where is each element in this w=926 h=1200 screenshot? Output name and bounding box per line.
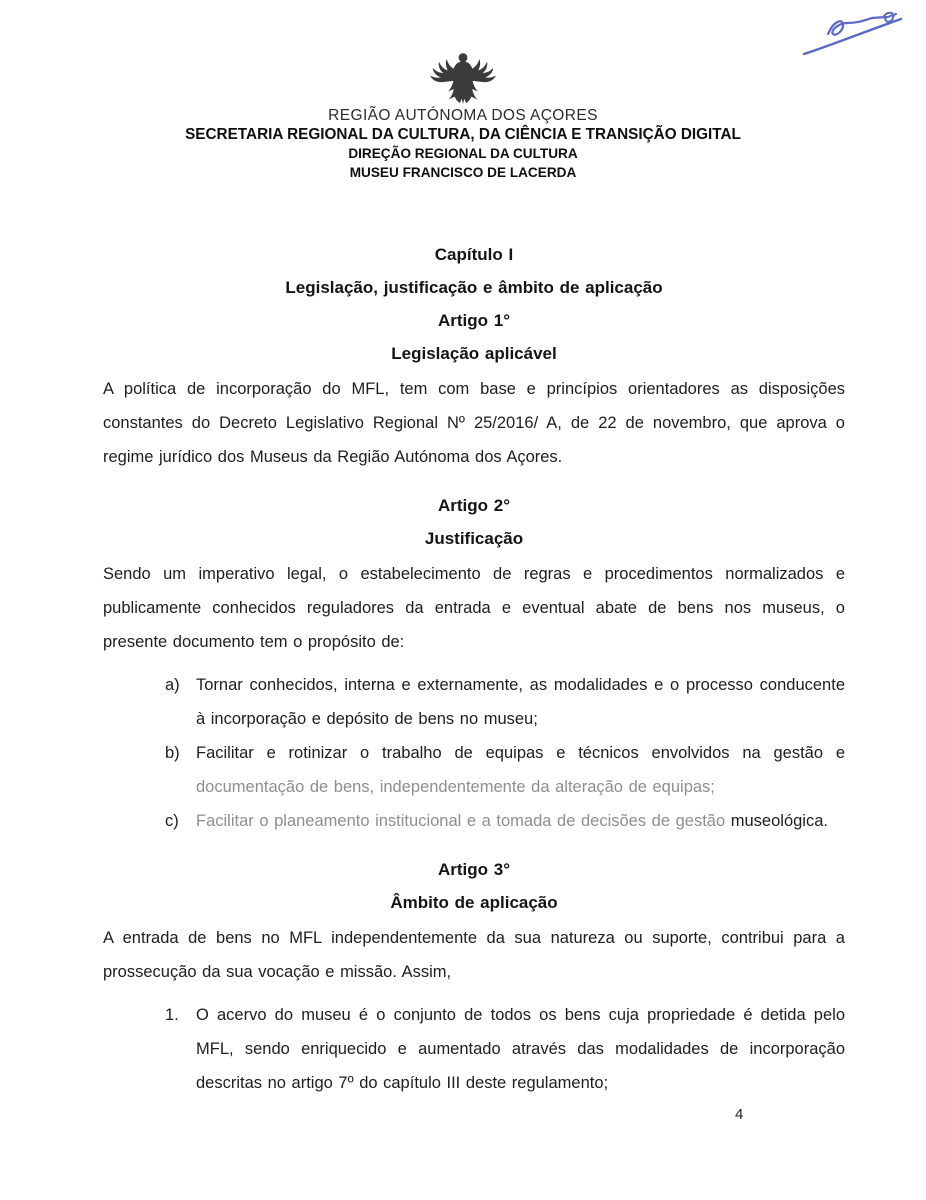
list-marker: 1.: [165, 1006, 179, 1024]
header-secretaria-name: SECRETARIA REGIONAL DA CULTURA, DA CIÊNCIA E TRANSIÇÃO DIGITAL: [185, 126, 741, 143]
article2-subtitle: Justificação: [424, 529, 524, 548]
list-item-text: Facilitar o planeamento institucional e a tomada de decisões de gestão museológica.: [196, 812, 828, 830]
document-body: [103, 238, 845, 1100]
article2-title: Artigo 2°: [437, 496, 511, 515]
signature-scribble-icon: [798, 10, 908, 64]
article3-numbered-list: [165, 998, 845, 1100]
list-item-b: [165, 736, 845, 804]
page-number: 4: [735, 1106, 744, 1123]
article1-paragraph: A política de incorporação do MFL, tem com base e princípios orientadores as disposições constantes do Decreto Legislativo Regional Nº 25/2016/ A, de 22 de novembro, que aprova o regime jurídico dos Museus da Região Autónoma dos Açores.: [103, 380, 845, 466]
header-museum-name: MUSEU FRANCISCO DE LACERDA: [349, 165, 577, 180]
list-marker: b): [165, 744, 180, 762]
list-item-text: O acervo do museu é o conjunto de todos os bens cuja propriedade é detida pelo MFL, sendo enriquecido e aumentado através das modalidades de incorporação descritas no artigo 7º do capítulo III deste regulamento;: [196, 1006, 845, 1092]
article1-title: Artigo 1°: [437, 311, 511, 330]
header-region-name: REGIÃO AUTÓNOMA DOS AÇORES: [328, 107, 598, 124]
list-item-text: Tornar conhecidos, interna e externamente, as modalidades e o processo conducente à incorporação e depósito de bens no museu;: [196, 676, 845, 728]
list-marker: a): [165, 676, 180, 694]
header-direcao-name: DIREÇÃO REGIONAL DA CULTURA: [348, 146, 578, 161]
list-item-c: [165, 804, 845, 838]
list-item-text: Facilitar e rotinizar o trabalho de equipas e técnicos envolvidos na gestão e documentação de bens, independentemente da alteração de equipas;: [196, 744, 845, 796]
article3-title: Artigo 3°: [437, 860, 511, 879]
article3-paragraph: A entrada de bens no MFL independentemente da sua natureza ou suporte, contribui para a prossecução da sua vocação e missão. Assim,: [103, 929, 845, 981]
document-header: [0, 0, 926, 182]
chapter-subtitle: Legislação, justificação e âmbito de aplicação: [285, 278, 663, 297]
chapter-title: Capítulo I: [434, 245, 514, 264]
article2-lettered-list: [165, 668, 845, 838]
list-marker: c): [165, 812, 179, 830]
article1-subtitle: Legislação aplicável: [391, 344, 557, 363]
azores-goshawk-emblem-icon: [422, 48, 504, 104]
list-item-a: [165, 668, 845, 736]
article2-paragraph: Sendo um imperativo legal, o estabelecimento de regras e procedimentos normalizados e publicamente conhecidos reguladores da entrada e eventual abate de bens nos museus, o presente documento tem o propósito de:: [103, 565, 845, 651]
list-item-1: [165, 998, 845, 1100]
article3-subtitle: Âmbito de aplicação: [390, 893, 558, 912]
